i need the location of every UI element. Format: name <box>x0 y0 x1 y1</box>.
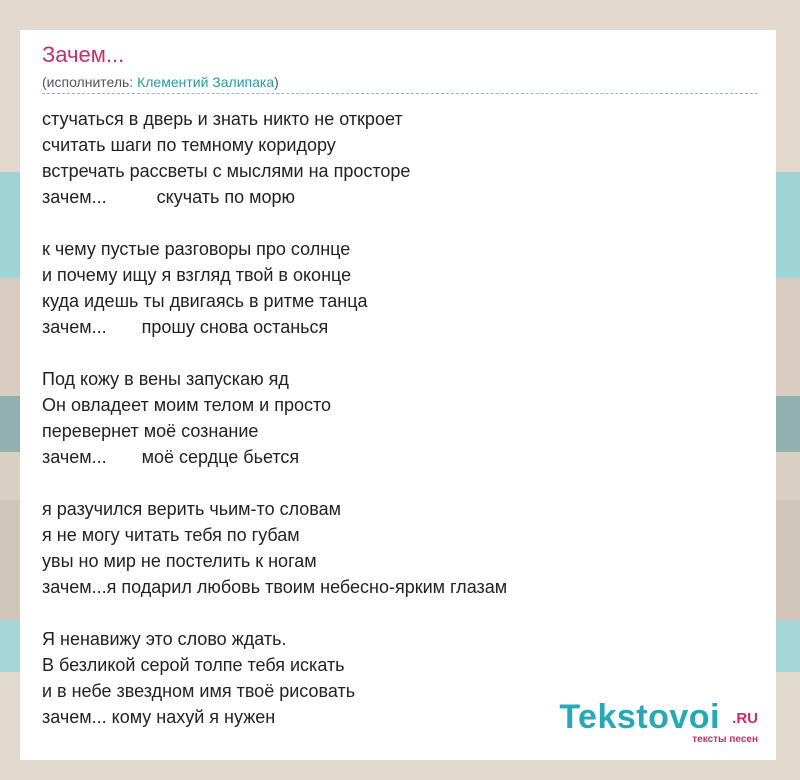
lyric-line: и почему ищу я взгляд твой в оконце <box>42 265 352 285</box>
lyric-line: зачем... прошу снова останься <box>42 317 329 337</box>
artist-link[interactable]: Клементий Залипака <box>137 74 275 90</box>
stanza <box>42 496 762 600</box>
title-divider <box>42 93 758 94</box>
lyric-line: я не могу читать тебя по губам <box>42 525 300 545</box>
stanza <box>42 366 762 470</box>
lyric-line: встречать рассветы с мыслями на просторе <box>42 161 411 181</box>
stanza <box>42 106 762 210</box>
lyric-line: и в небе звездном имя твоё рисовать <box>42 681 356 701</box>
lyric-line: стучаться в дверь и знать никто не откроет <box>42 109 403 129</box>
artist-prefix: (исполнитель: <box>42 74 138 90</box>
lyrics-card <box>20 30 776 760</box>
lyric-line: зачем... кому нахуй я нужен <box>42 707 276 727</box>
artist-suffix: ) <box>274 74 279 90</box>
lyric-line: Я ненавижу это слово ждать. <box>42 629 287 649</box>
song-title: Зачем... <box>42 42 125 67</box>
lyric-line: увы но мир не постелить к ногам <box>42 551 317 571</box>
stanza <box>42 236 762 340</box>
lyric-line: к чему пустые разговоры про солнце <box>42 239 351 259</box>
lyric-line: зачем... скучать по морю <box>42 187 295 207</box>
lyric-line: куда идешь ты двигаясь в ритме танца <box>42 291 368 311</box>
artist-line <box>42 74 279 90</box>
lyric-line: считать шаги по темному коридору <box>42 135 336 155</box>
lyric-line: Под кожу в вены запускаю яд <box>42 369 289 389</box>
site-logo[interactable] <box>552 698 762 744</box>
lyric-line: перевернет моё сознание <box>42 421 259 441</box>
lyric-line: я разучился верить чьим-то словам <box>42 499 342 519</box>
lyric-line: зачем...я подарил любовь твоим небесно-ярким глазам <box>42 577 508 597</box>
lyrics-body <box>42 106 762 756</box>
logo-tagline: тексты песен <box>692 734 758 745</box>
logo-wordmark: Tekstovoi <box>559 698 720 736</box>
lyric-line: Он овладеет моим телом и просто <box>42 395 332 415</box>
logo-tld: .RU <box>732 710 758 727</box>
lyric-line: В безликой серой толпе тебя искать <box>42 655 345 675</box>
lyric-line: зачем... моё сердце бьется <box>42 447 300 467</box>
